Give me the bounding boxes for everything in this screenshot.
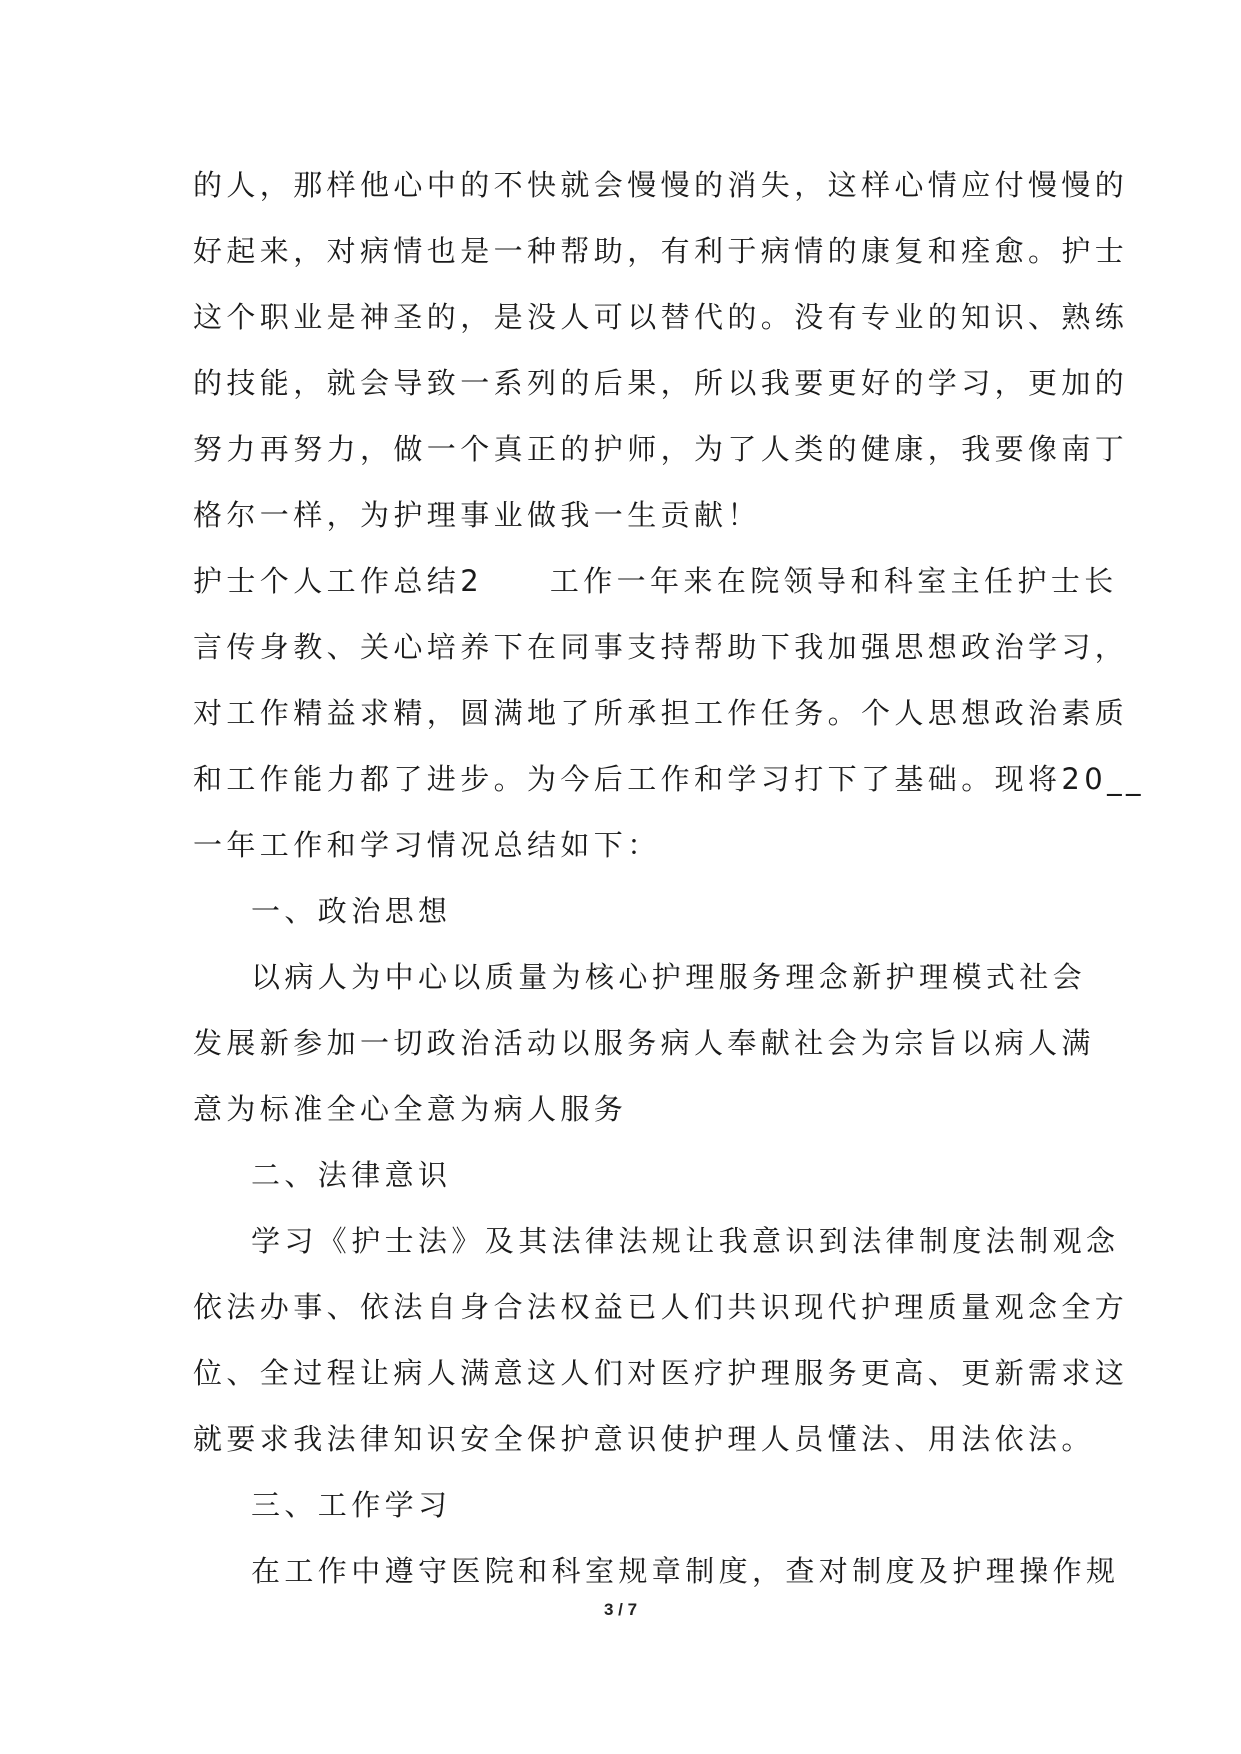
text-line: 一年工作和学习情况总结如下： [193, 828, 661, 862]
page-number: 3 / 7 [603, 1600, 638, 1619]
text-line: 言传身教、关心培养下在同事支持帮助下我加强思想政治学习， [193, 630, 1129, 664]
document-body [193, 152, 1145, 1604]
text-line: 发展新参加一切政治活动以服务病人奉献社会为宗旨以病人满 [193, 1026, 1095, 1060]
text-line: 好起来，对病情也是一种帮助，有利于病情的康复和痊愈。护士 [193, 234, 1129, 268]
text-line: 的技能，就会导致一系列的后果，所以我要更好的学习，更加的 [193, 366, 1129, 400]
text-line: 依法办事、依法自身合法权益已人们共识现代护理质量观念全方 [193, 1290, 1129, 1324]
text-line: 对工作精益求精，圆满地了所承担工作任务。个人思想政治素质 [193, 696, 1129, 730]
text-line: 在工作中遵守医院和科室规章制度，查对制度及护理操作规 [251, 1554, 1120, 1588]
text-line: 格尔一样，为护理事业做我一生贡献！ [193, 498, 761, 532]
text-line: 位、全过程让病人满意这人们对医疗护理服务更高、更新需求这 [193, 1356, 1129, 1390]
heading-work-study: 三、工作学习 [251, 1488, 452, 1522]
section-title-line: 护士个人工作总结2 工作一年来在院领导和科室主任护士长 [193, 564, 1118, 598]
text-line: 和工作能力都了进步。为今后工作和学习打下了基础。现将20__ [193, 762, 1145, 796]
text-line: 努力再努力，做一个真正的护师，为了人类的健康，我要像南丁 [193, 432, 1129, 466]
heading-political-thought: 一、政治思想 [251, 894, 452, 928]
text-line: 就要求我法律知识安全保护意识使护理人员懂法、用法依法。 [193, 1422, 1095, 1456]
heading-legal-awareness: 二、法律意识 [251, 1158, 452, 1192]
text-line: 的人，那样他心中的不快就会慢慢的消失，这样心情应付慢慢的 [193, 168, 1129, 202]
text-line: 以病人为中心以质量为核心护理服务理念新护理模式社会 [251, 960, 1087, 994]
text-line: 学习《护士法》及其法律法规让我意识到法律制度法制观念 [251, 1224, 1120, 1258]
text-line: 这个职业是神圣的，是没人可以替代的。没有专业的知识、熟练 [193, 300, 1129, 334]
text-line: 意为标准全心全意为病人服务 [193, 1092, 628, 1126]
